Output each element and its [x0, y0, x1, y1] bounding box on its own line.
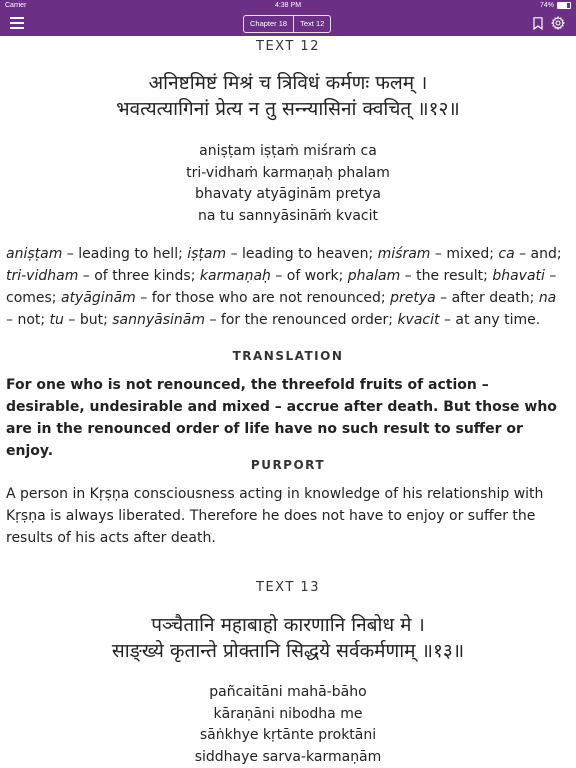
transliteration-line: tri-vidhaṁ karmaṇaḥ phalam [186, 164, 390, 181]
synonym-meaning: – the result; [400, 268, 493, 284]
synonyms-paragraph [6, 243, 566, 331]
synonym-word: pretya [390, 290, 436, 306]
text-button[interactable]: Text 12 [293, 16, 330, 32]
transliteration-line: bhavaty atyāginām pretya [195, 186, 381, 202]
battery-percent: 74% [539, 2, 554, 9]
synonym-meaning: – and; [514, 246, 562, 262]
nav-bar [0, 12, 576, 36]
chapter-button[interactable]: Chapter 18 [250, 19, 288, 28]
synonym-meaning: – of three kinds; [78, 268, 200, 284]
text-12-sanskrit [0, 70, 576, 122]
synonym-word: tu [49, 312, 64, 328]
carrier-label: Carrier [5, 2, 27, 9]
translation-text: For one who is not renounced, the threefold fruits of action – desirable, undesirable and mixed – accrue after death. But those who are in the renounced order of life have no such result to suffer or enjoy. [6, 377, 557, 459]
purport-text: A person in Kṛṣṇa consciousness acting in knowledge of his relationship with Kṛṣṇa is always liberated. Therefore he does not have to enjoy or suffer the results of his acts after death. [6, 486, 544, 546]
transliteration-line: aniṣṭam iṣṭaṁ miśraṁ ca [199, 143, 377, 159]
synonym-meaning: – comes; [6, 268, 557, 306]
synonym-word: ca [498, 246, 515, 262]
text-13-heading: TEXT 13 [256, 580, 320, 595]
synonym-meaning: – leading to hell; [62, 246, 188, 262]
synonym-meaning: – for those who are not renounced; [135, 290, 391, 306]
battery-icon [557, 2, 571, 9]
synonym-meaning: – mixed; [430, 246, 499, 262]
bookmark-icon[interactable] [533, 17, 543, 30]
purport-heading: PURPORT [250, 458, 326, 472]
text-13-sanskrit [0, 612, 576, 664]
synonym-word: phalam [347, 268, 401, 284]
synonym-meaning: – not; [6, 312, 50, 328]
synonym-word: miśram [377, 246, 431, 262]
transliteration-line: siddhaye sarva-karmaṇām [194, 748, 382, 765]
transliteration-line: pañcaitāni mahā-bāho [209, 684, 367, 700]
synonym-word: kvacit [397, 312, 440, 328]
hamburger-menu-icon[interactable] [10, 17, 24, 29]
synonym-meaning: – after death; [435, 290, 539, 306]
sanskrit-line: अनिष्टमिष्टं मिश्रं च त्रिविधं कर्मणः फलम् । [148, 72, 428, 94]
synonym-word: tri-vidham [6, 268, 79, 284]
transliteration-line: na tu sannyāsināṁ kvacit [198, 207, 378, 224]
text-13-transliteration [0, 682, 576, 768]
synonym-word: bhavati [492, 268, 545, 284]
status-bar [0, 0, 576, 12]
sanskrit-line: भवत्यत्यागिनां प्रेत्य न तु सन्न्यासिनां क्वचित् ॥१२॥ [116, 98, 460, 120]
transliteration-line: sāṅkhye kṛtānte proktāni [199, 727, 377, 743]
synonym-meaning: – for the renounced order; [205, 312, 398, 328]
synonym-word: iṣṭam [187, 246, 227, 262]
synonym-meaning: – but; [63, 312, 113, 328]
sanskrit-line: साङ्ख्ये कृतान्ते प्रोक्तानि सिद्धये सर्वकर्मणाम् ॥१३॥ [111, 640, 465, 662]
synonym-meaning: – of work; [270, 268, 348, 284]
status-time: 4:38 PM [274, 2, 302, 9]
synonym-word: atyāginām [60, 290, 136, 306]
gear-icon[interactable] [551, 16, 565, 30]
synonym-meaning: – at any time. [439, 312, 541, 328]
synonym-meaning: – leading to heaven; [226, 246, 378, 262]
translation-heading: TRANSLATION [232, 349, 344, 363]
battery-indicator [540, 2, 571, 9]
synonym-word: sannyāsinām [112, 312, 206, 328]
synonym-word: karmaṇaḥ [199, 268, 271, 284]
chapter-text-selector [243, 15, 331, 33]
text-12-transliteration [0, 141, 576, 227]
text-12-heading: TEXT 12 [256, 39, 320, 54]
sanskrit-line: पञ्चैतानि महाबाहो कारणानि निबोध मे । [151, 614, 425, 636]
transliteration-line: kāraṇāni nibodha me [213, 705, 363, 722]
synonym-word: aniṣṭam [6, 246, 63, 262]
synonym-word: na [538, 290, 557, 306]
